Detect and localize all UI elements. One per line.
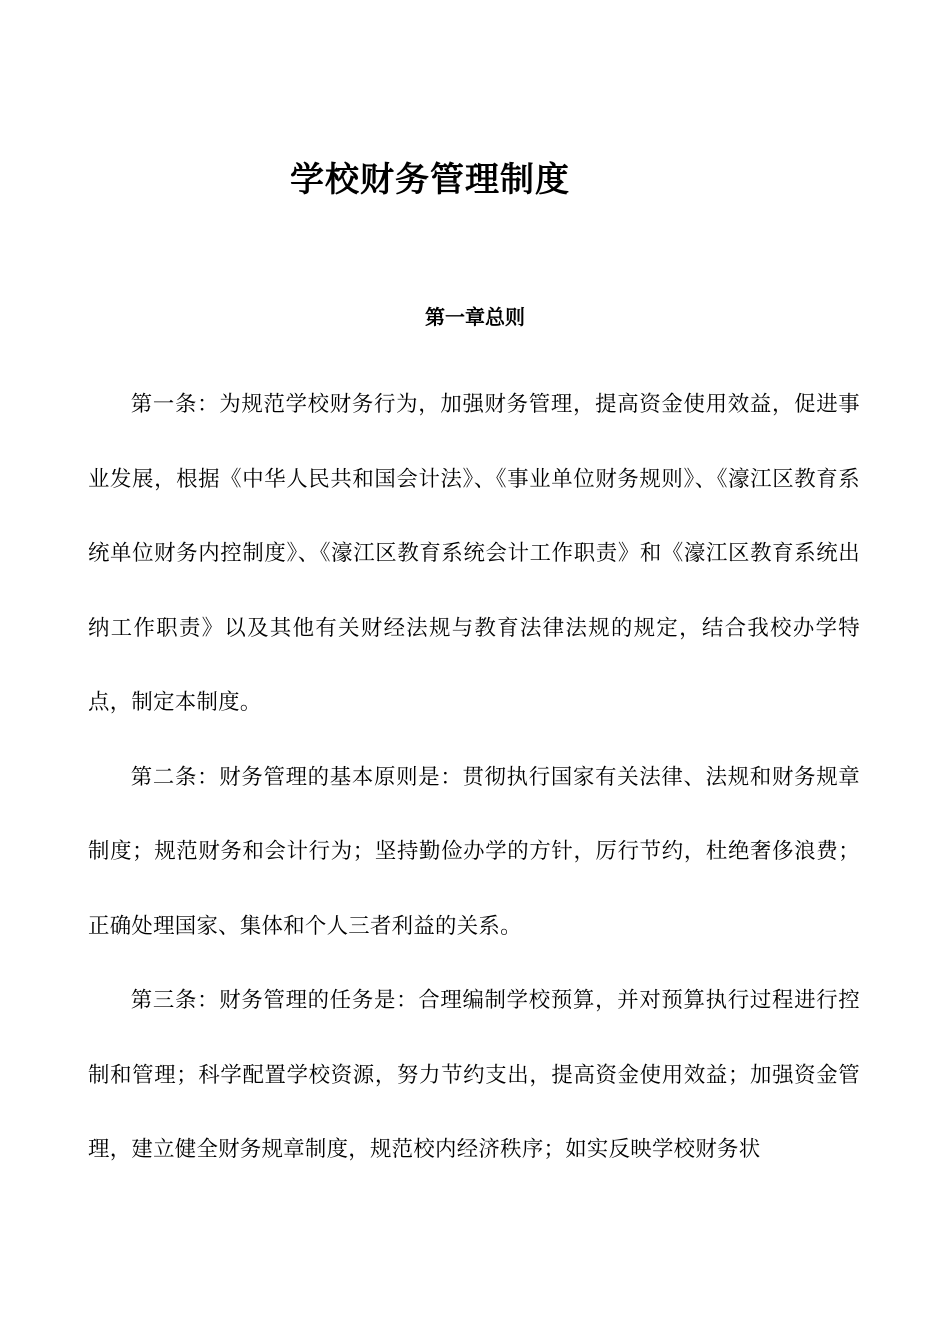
article-1-paragraph: 第一条：为规范学校财务行为，加强财务管理，提高资金使用效益，促进事业发展，根据《中华人民共和国会计法》、《事业单位财务规则》、《濠江区教育系统单位财务内控制度》、《濠江区教育系统会计工作职责》和《濠江区教育系统出纳工作职责》以及其他有关财经法规与教育法律法规的规定，结合我校办学特点，制定本制度。: [88, 392, 860, 715]
article-2-paragraph: 第二条：财务管理的基本原则是：贯彻执行国家有关法律、法规和财务规章制度；规范财务和会计行为；坚持勤俭办学的方针，厉行节约，杜绝奢侈浪费；正确处理国家、集体和个人三者利益的关系。: [88, 764, 860, 939]
document-body: [88, 368, 860, 1188]
document-title: 学校财务管理制度: [290, 160, 570, 200]
article-3-paragraph: 第三条：财务管理的任务是：合理编制学校预算，并对预算执行过程进行控制和管理；科学配置学校资源，努力节约支出，提高资金使用效益；加强资金管理，建立健全财务规章制度，规范校内经济秩序；如实反映学校财务状: [88, 988, 860, 1162]
chapter-heading: 第一章总则: [425, 305, 525, 329]
